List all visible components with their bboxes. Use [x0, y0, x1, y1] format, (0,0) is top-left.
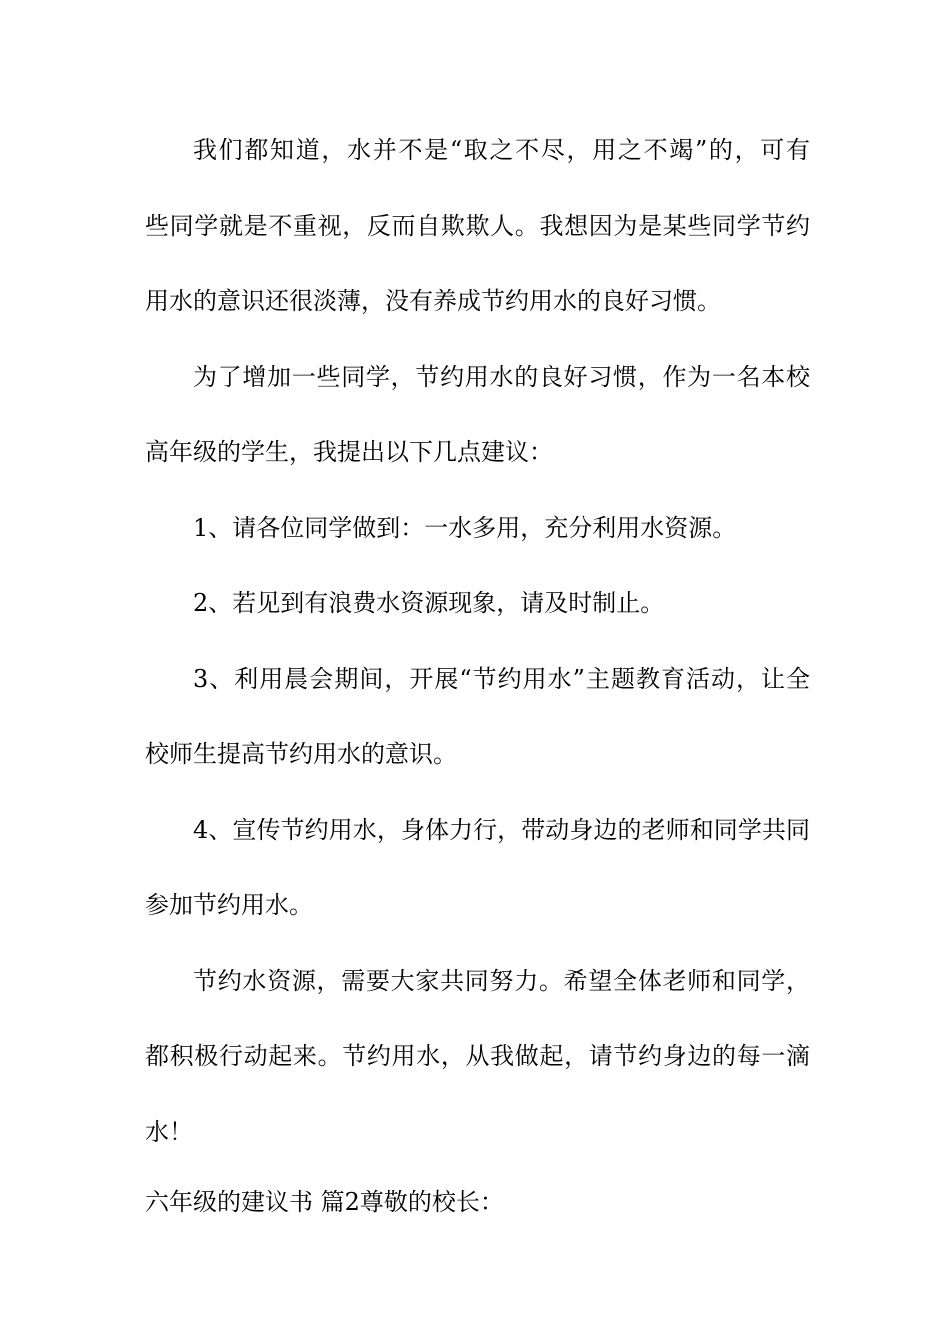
suggestion-1: 1、请各位同学做到：一水多用，充分利用水资源。 [193, 513, 737, 542]
paragraph-1-line-2: 些同学就是不重视，反而自欺欺人。我想因为是某些同学节约 [145, 211, 810, 240]
paragraph-2-line-2: 高年级的学生，我提出以下几点建议： [145, 438, 553, 466]
suggestion-3-line-1: 3、利用晨会期间，开展“节约用水”主题教育活动，让全 [193, 664, 810, 693]
paragraph-1-line-3: 用水的意识还很淡薄，没有养成节约用水的良好习惯。 [145, 287, 721, 315]
paragraph-1-line-1: 我们都知道，水并不是“取之不尽，用之不竭”的，可有 [193, 136, 810, 164]
suggestion-4-line-2: 参加节约用水。 [145, 891, 313, 919]
closing-paragraph-line-1: 节约水资源，需要大家共同努力。希望全体老师和同学， [193, 966, 810, 995]
suggestion-3-line-2: 校师生提高节约用水的意识。 [145, 740, 457, 768]
suggestion-2: 2、若见到有浪费水资源现象，请及时制止。 [193, 589, 665, 617]
section-heading: 六年级的建议书 篇2尊敬的校长： [145, 1188, 504, 1216]
paragraph-2-line-1: 为了增加一些同学，节约用水的良好习惯，作为一名本校 [193, 362, 810, 391]
closing-paragraph-line-3: 水！ [145, 1117, 193, 1146]
closing-paragraph-line-2: 都积极行动起来。节约用水，从我做起，请节约身边的每一滴 [145, 1042, 810, 1070]
suggestion-4-line-1: 4、宣传节约用水，身体力行，带动身边的老师和同学共同 [193, 815, 810, 844]
